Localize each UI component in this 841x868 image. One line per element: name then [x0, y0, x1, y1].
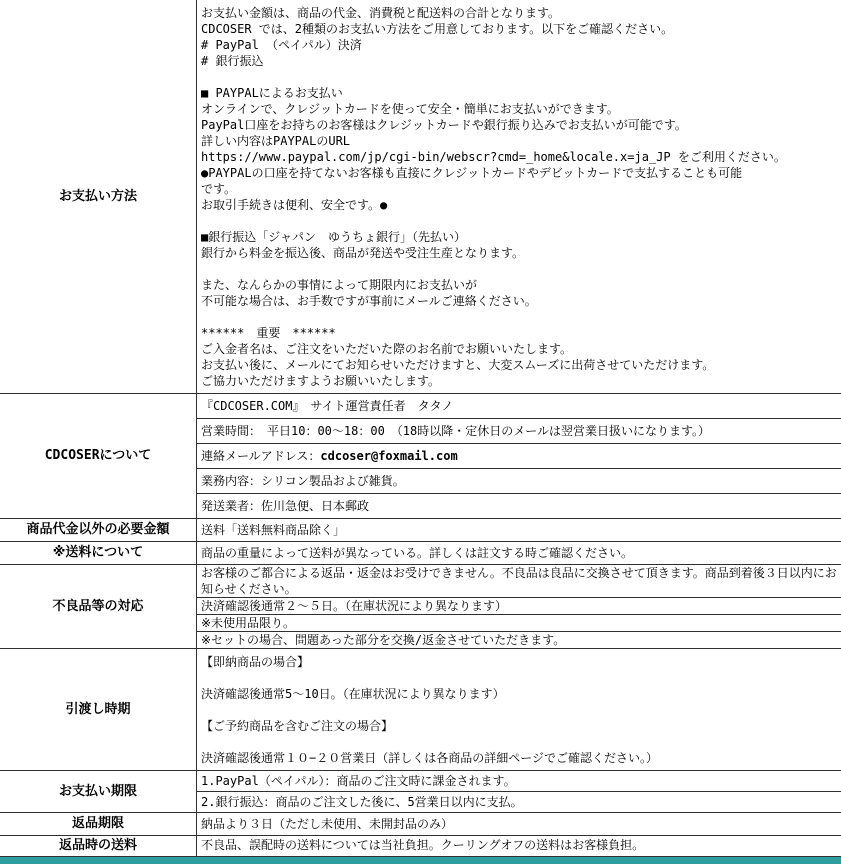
payment-line: ■ PAYPALによるお支払い [201, 86, 343, 100]
payment-line: オンラインで、クレジットカードを使って安全・簡単にお支払いができます。 [201, 102, 619, 116]
return-shipping-text: 不良品、誤配時の送料については当社負担。クーリングオフの送料はお客様負担。 [201, 838, 645, 852]
delivery-line-blank [197, 734, 841, 750]
row-about-cdcoser [0, 394, 841, 519]
payment-line: CDCOSER では、2種類のお支払い方法をご用意しております。以下をご確認ください。 [201, 22, 674, 36]
payment-line: ご入金者名は、ご注文をいただいた際のお名前でお願いいたします。 [201, 342, 573, 356]
payment-deadline-label: お支払い期限 [0, 771, 197, 812]
about-business-description: 業務内容：シリコン製品および雑貨。 [197, 469, 841, 494]
about-site-operator: 『CDCOSER.COM』 サイト運営責任者 タタノ [197, 394, 841, 419]
shipping-fee-note-label: ※送料について [0, 542, 197, 564]
payment-deadline-content [197, 771, 841, 812]
payment-method-content [197, 0, 841, 393]
payment-line: 不可能な場合は、お手数ですが事前にメールご連絡ください。 [201, 294, 537, 308]
shipping-fee-note-content [197, 542, 841, 564]
return-shipping-content [197, 836, 841, 856]
return-deadline-label: 返品期限 [0, 813, 197, 835]
extra-fee-label: 商品代金以外の必要金額 [0, 519, 197, 541]
extra-fee-content [197, 519, 841, 541]
payment-line: # PayPal （ペイパル）決済 [201, 38, 362, 52]
delivery-time-label: 引渡し時期 [0, 649, 197, 770]
payment-line-blank [197, 69, 841, 85]
payment-line: また、なんらかの事情によって期限内にお支払いが [201, 278, 478, 292]
payment-line: ■銀行振込「ジャパン ゆうちょ銀行」（先払い） [201, 230, 466, 244]
row-payment-deadline [0, 771, 841, 813]
row-shipping-fee-note [0, 542, 841, 565]
delivery-line: 【ご予約商品を含むご注文の場合】 [201, 719, 394, 733]
row-delivery-time [0, 649, 841, 771]
delivery-line: 決済確認後通常１０−２０営業日（詳しくは各商品の詳細ページでご確認ください。） [201, 751, 658, 765]
bottom-teal-bar [0, 857, 841, 864]
return-shipping-label: 返品時の送料 [0, 836, 197, 856]
payment-line-blank [197, 309, 841, 325]
about-business-hours: 営業時間： 平日10：00〜18：00 （18時以降・定休日のメールは翌営業日扱いになります。） [197, 419, 841, 444]
payment-line: ●PAYPALの口座を持てないお客様も直接にクレジットカードやデビットカードで支払することも可能 [201, 166, 743, 180]
payment-line: ご協力いただけますようお願いいたします。 [201, 374, 441, 388]
defective-goods-content [197, 565, 841, 648]
delivery-line: 決済確認後通常5〜10日。（在庫状況により異なります） [201, 687, 505, 701]
return-deadline-text: 納品より３日（ただし未使用、未開封品のみ） [201, 817, 454, 831]
payment-method-label: お支払い方法 [0, 0, 197, 393]
delivery-line: 【即納商品の場合】 [201, 655, 310, 669]
row-defective-goods [0, 565, 841, 649]
payment-line: お支払い金額は、商品の代金、消費税と配送料の合計となります。 [201, 6, 561, 20]
row-return-deadline [0, 813, 841, 836]
row-payment-method [0, 0, 841, 394]
defective-set-note: ※セットの場合、問題あった部分を交換/返金させていただきます。 [201, 633, 566, 647]
about-cdcoser-label: CDCOSERについて [0, 394, 197, 518]
about-cdcoser-content [197, 394, 841, 518]
payment-line: # 銀行振込 [201, 54, 264, 68]
defective-timing-text: 決済確認後通常２〜５日。（在庫状況により異なります） [197, 598, 841, 615]
payment-line: 銀行から料金を振込後、商品が発送や受注生産となります。 [201, 246, 525, 260]
payment-line: 詳しい内容はPAYPALのURL [201, 134, 351, 148]
contact-email-text: cdcoser@foxmail.com [320, 449, 458, 463]
extra-fee-text: 送料「送料無料商品除く」 [201, 523, 346, 537]
payment-line-blank [197, 261, 841, 277]
payment-line: お支払い後に、メールにてお知らせいただけますと、大変スムーズに出荷させていただけます。 [201, 358, 715, 372]
row-return-shipping [0, 836, 841, 857]
row-extra-fee [0, 519, 841, 542]
defective-policy-text: お客様のご都合による返品・返金はお受けできません。不良品は良品に交換させて頂きます。商品到着後３日以内にお知らせください。 [197, 565, 841, 598]
about-contact-row [197, 444, 841, 469]
payment-line: お取引手続きは便利、安全です。● [201, 198, 388, 212]
defective-unused-note: ※未使用品限り。 [197, 615, 841, 632]
paypal-url-text: https://www.paypal.com/jp/cgi-bin/webscr?cmd=_home&locale.x=ja_JP をご利用ください。 [201, 150, 786, 164]
payment-deadline-bank: 2.銀行振込：商品のご注文した後に、5営業日以内に支払。 [201, 795, 523, 809]
payment-line-important: ****** 重要 ****** [201, 326, 336, 340]
payment-line-blank [197, 213, 841, 229]
return-deadline-content [197, 813, 841, 835]
contact-label: 連絡メールアドレス： [201, 449, 321, 463]
payment-line: PayPal口座をお持ちのお客様はクレジットカードや銀行振り込みでお支払いが可能です。 [201, 118, 687, 132]
delivery-line-blank [197, 670, 841, 686]
defective-goods-label: 不良品等の対応 [0, 565, 197, 648]
payment-line: です。 [201, 182, 237, 196]
delivery-time-content [197, 649, 841, 770]
delivery-line-blank [197, 702, 841, 718]
shipping-fee-note-text: 商品の重量によって送料が異なっている。詳しくは註文する時ご確認ください。 [201, 546, 634, 560]
payment-deadline-paypal: 1.PayPal（ペイパル）：商品のご注文時に課金されます。 [197, 771, 841, 792]
about-shipping-carriers: 発送業者：佐川急便、日本郵政 [201, 499, 370, 513]
